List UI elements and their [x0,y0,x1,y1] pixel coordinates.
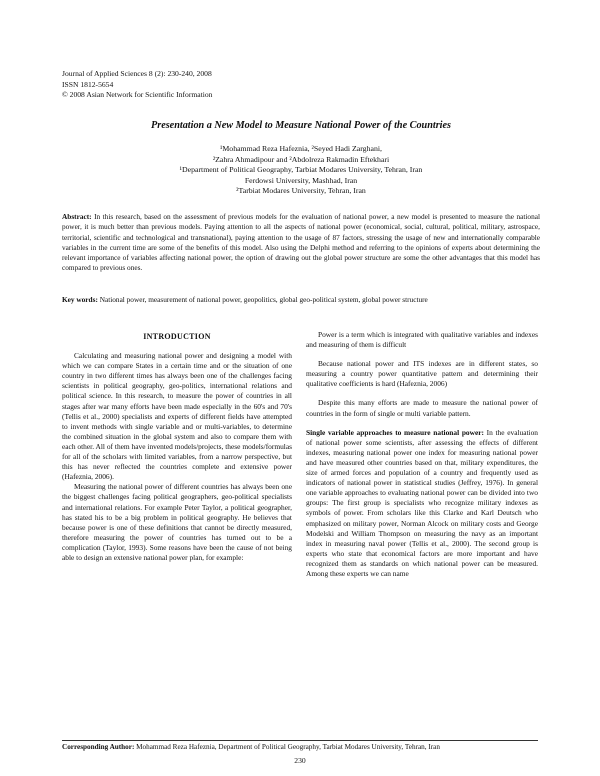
right-paragraph-4 [306,428,538,579]
page-number: 230 [294,756,306,765]
affiliation-2: Ferdowsi University, Mashhad, Iran [244,175,358,185]
abstract-text: In this research, based on the assessment of previous models for the evaluation of national power, a new model is presented to measure the national power, it is much better than previous models. Paying attention to all the aspects of national power (economical, social, cultural, political, military, astrospace, territorial, scientific and technological and transnational), paying attention to the usage of 87 factors, stressing the usage of new and internationally comparable variables in the current time are some of the benefits of this model. Also using the Delphi method and referring to the opinions of experts about determining the relevant importance of variables affecting national power, the option of drawing out the global power structure are some the other advantages that this model has compared to previous ones. [62,212,540,273]
journal-info [62,69,212,101]
author-line-2: ²Zahra Ahmadipour and ²Abdolreza Rakmadin Eftekhari [212,154,390,164]
journal-copyright: © 2008 Asian Network for Scientific Information [62,90,213,100]
author-line-1: ¹Mohammad Reza Hafeznia, ²Seyed Hadi Zarghani, [220,144,382,153]
right-paragraph-3: Despite this many efforts are made to measure the national power of countries in the form of single or multi variable pattern. [306,398,538,418]
paper-title: Presentation a New Model to Measure National Power of the Countries [151,120,451,131]
keywords-label: Key words: [62,295,100,304]
single-variable-heading: Single variable approaches to measure national power: [306,427,487,437]
footnote-text: Mohammad Reza Hafeznia, Department of Political Geography, Tarbiat Modares University, Tehran, Iran [136,743,440,751]
journal-issn: ISSN 1812-5654 [62,79,114,89]
keywords-text: National power, measurement of national power, geopolitics, global geo-political system, global power structure [99,295,428,304]
right-column [306,330,538,579]
right-paragraph-1: Power is a term which is integrated with qualitative variables and indexes and measuring of them is difficult [306,330,538,350]
abstract [62,212,540,274]
journal-citation: Journal of Applied Sciences 8 (2): 230-240, 2008 [62,69,212,78]
keywords [62,295,540,305]
abstract-label: Abstract: [62,212,95,221]
affiliation-1: ¹Department of Political Geography, Tarbiat Modares University, Tehran, Iran [179,165,423,174]
right-paragraph-2: Because national power and ITS indexes are in different states, so measuring a country power quantitative pattern and determining their qualitative coefficients is hard (Hafeznia, 2006) [306,359,538,389]
intro-paragraph-2: Measuring the national power of different countries has always been one the biggest challenges facing political geographers, geo-political specialists and international relations. For example Peter Taylor, a political geographer, has stated his to be a big problem in political geography. He believes that because power is one of these definitions that cannot be directly measured, therefore measuring the power of countries has turned out to be a complication (Taylor, 1993). Some reasons have been the cause of not being able to design an extensive national power plan, for example: [62,482,292,562]
left-column [62,330,292,563]
intro-paragraph-1: Calculating and measuring national power and designing a model with which we can compare States in a certain time and or the situation of one country in two different times has always been one of the challenges facing scientists in political geography, geo-politics, international relations and political science. In this research, to measure the power of countries in all stages after war many efforts have been made especially in the 60's and 70's (Tellis et al., 2000) specialists and experts of different fields have attempted to invent methods with single variable and or multi-variables, to determine the combined situation in the global system and also to compare them with each other. All of them have invented models/projects, these models/formulas for all of the scholars with limited variables, from a narrow perspective, but this has never reflected the countries complete and extensive power (Hafeznia, 2006). [62,351,292,482]
corresponding-author-footnote [62,743,540,752]
footnote-divider [62,740,538,741]
footnote-label: Corresponding Author: [62,743,137,751]
section-heading-introduction: INTRODUCTION [143,332,211,341]
affiliation-3: ²Tarbiat Modares University, Tehran, Iran [236,186,366,195]
single-variable-text: In the evaluation of national power some scientists, after assessing the effects of different indexes, measuring national power one index for measuring national power and have measured other countries based on that, military expenditures, the size of armed forces and population of a country and frequently used as indicators of national power in statistical studies (Jeffrey, 1976). In general one variable approaches to evaluating national power can be divided into two groups: The first group is specialists who recognize military indexes as symbols of power. From scholars like this Clarke and Karl Deutsch who emphasized on military power, Norman Alcock on military costs and George Modelski and William Thompson on measuring the navy as an important index in measuring naval power (Tellis et al., 2000). The second group is experts who state that economical factors are more important and have recognized them as standards on which national power can be measured. Among these experts we can name [306,427,538,578]
author-block [62,144,540,197]
